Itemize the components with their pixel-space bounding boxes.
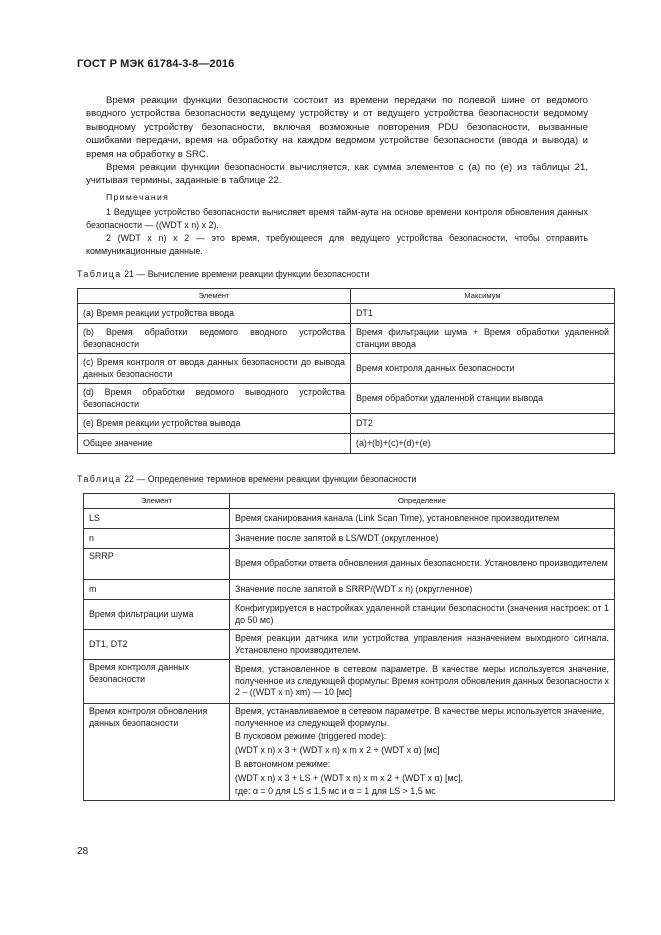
column-header: Элемент <box>84 494 230 509</box>
table-row <box>84 580 615 600</box>
table-header-row <box>78 289 615 304</box>
table-row <box>78 414 615 434</box>
table-header-row <box>84 494 615 509</box>
column-header: Элемент <box>78 289 351 304</box>
table-row <box>84 630 615 660</box>
note-item: 2 (WDT x n) x 2 — это время, требующееся для ведущего устройства безопасности, чтобы отправить коммуникационные данные. <box>86 233 588 257</box>
body-text <box>86 94 588 188</box>
table-row <box>78 384 615 414</box>
table-22 <box>83 493 615 801</box>
table-row <box>84 704 615 801</box>
triggered-formula: (WDT x n) x 3 + (WDT x n) x m x 2 + (WDT x α) [мс] <box>235 745 440 756</box>
table-row <box>78 354 615 384</box>
table-row <box>84 509 615 529</box>
table-21-caption: Таблица 21 — Вычисление времени реакции функции безопасности <box>77 269 370 279</box>
table-cell: (a)+(b)+(c)+(d)+(e) <box>351 434 615 454</box>
table-cell: Время контроля данных безопасности <box>351 354 615 384</box>
table-cell: Общее значение <box>78 434 351 454</box>
table-cell: Время фильтрации шума <box>84 600 230 630</box>
table-cell: (c) Время контроля от ввода данных безопасности до вывода данных безопасности <box>78 354 351 384</box>
column-header: Определение <box>230 494 615 509</box>
table-cell: (a) Время реакции устройства ввода <box>78 304 351 324</box>
table-row <box>84 600 615 630</box>
table-cell: Значение после запятой в LS/WDT (округленное) <box>230 529 615 549</box>
table-row <box>84 660 615 704</box>
triggered-mode-label: В пусковом режиме (triggered mode): <box>235 731 387 742</box>
table-cell: (b) Время обработки ведомого вводного устройства безопасности <box>78 324 351 354</box>
table-cell: Значение после запятой в SRRP/(WDT x n) (округленное) <box>230 580 615 600</box>
table-row <box>84 549 615 580</box>
table-cell: Время обработки ответа обновления данных безопасности. Установлено производителем <box>230 549 615 580</box>
auto-mode-label: В автономном режиме: <box>235 758 331 769</box>
table-cell: (e) Время реакции устройства вывода <box>78 414 351 434</box>
table-cell: DT2 <box>351 414 615 434</box>
paragraph: Время реакции функции безопасности состоит из времени передачи по полевой шине от ведомого вводного устройства безопасности ведущему устройству и от ведущего устройства безопасности ведомому выводному устройству безопасности, включая возможные повторения PDU безопасности, вызванные ошибками передачи, время на обработку на каждом ведомом устройстве безопасности (ввода и вывода) и время на обработку в SRC. <box>86 95 588 160</box>
table-cell: Время фильтрации шума + Время обработки удаленной станции ввода <box>351 324 615 354</box>
table-22-caption: Таблица 22 — Определение терминов времени реакции функции безопасности <box>77 474 417 484</box>
table-row <box>78 324 615 354</box>
document-header: ГОСТ Р МЭК 61784-3-8—2016 <box>77 58 235 70</box>
table-cell: Конфигурируется в настройках удаленной станции безопасности (значения настроек: от 1 до 50 мс) <box>230 600 615 630</box>
auto-formula: (WDT x n) x 3 + LS + (WDT x n) x m x 2 + (WDT x α) [мс], <box>235 772 463 783</box>
definition-intro: Время, устанавливаемое в сетевом параметре. В качестве меры используется значение, полученное из следующей формулы. <box>235 706 605 728</box>
table-row <box>78 304 615 324</box>
table-cell: SRRP <box>84 549 230 580</box>
table-cell <box>230 704 615 801</box>
table-cell: LS <box>84 509 230 529</box>
table-row <box>84 529 615 549</box>
note-item: 1 Ведущее устройство безопасности вычисляет время тайм-аута на основе времени контроля обновления данных безопасности — ((WDT x n) x 2). <box>86 207 588 230</box>
table-cell: Время контроля обновления данных безопасности <box>84 704 230 801</box>
page-number: 28 <box>77 846 89 857</box>
table-cell: Время реакции датчика или устройства управления назначением выходного сигнала. Установлено производителем. <box>230 630 615 660</box>
column-header: Максимум <box>351 289 615 304</box>
formula-where: где: α = 0 для LS ≤ 1,5 мс и α = 1 для LS > 1,5 мс <box>235 786 436 797</box>
table-cell: Время сканирования канала (Link Scan Time), установленное производителем <box>230 509 615 529</box>
table-cell: n <box>84 529 230 549</box>
table-cell: Время контроля данных безопасности <box>84 660 230 704</box>
table-row <box>78 434 615 454</box>
table-cell: DT1, DT2 <box>84 630 230 660</box>
table-cell: m <box>84 580 230 600</box>
table-cell: Время обработки удаленной станции вывода <box>351 384 615 414</box>
notes-heading: Примечания <box>106 192 170 202</box>
table-cell: DT1 <box>351 304 615 324</box>
paragraph: Время реакции функции безопасности вычисляется, как сумма элементов с (а) по (е) из таблицы 21, учитывая термины, заданные в таблице 22. <box>86 162 588 187</box>
notes <box>86 206 588 258</box>
table-cell: (d) Время обработки ведомого выводного устройства безопасности <box>78 384 351 414</box>
table-cell: Время, установленное в сетевом параметре. В качестве меры используется значение, полученное из следующей формулы: Время контроля обновления данных безопасности x 2 – ((WDT x n) xm) — 10 [мс] <box>230 660 615 704</box>
table-21 <box>77 288 615 454</box>
